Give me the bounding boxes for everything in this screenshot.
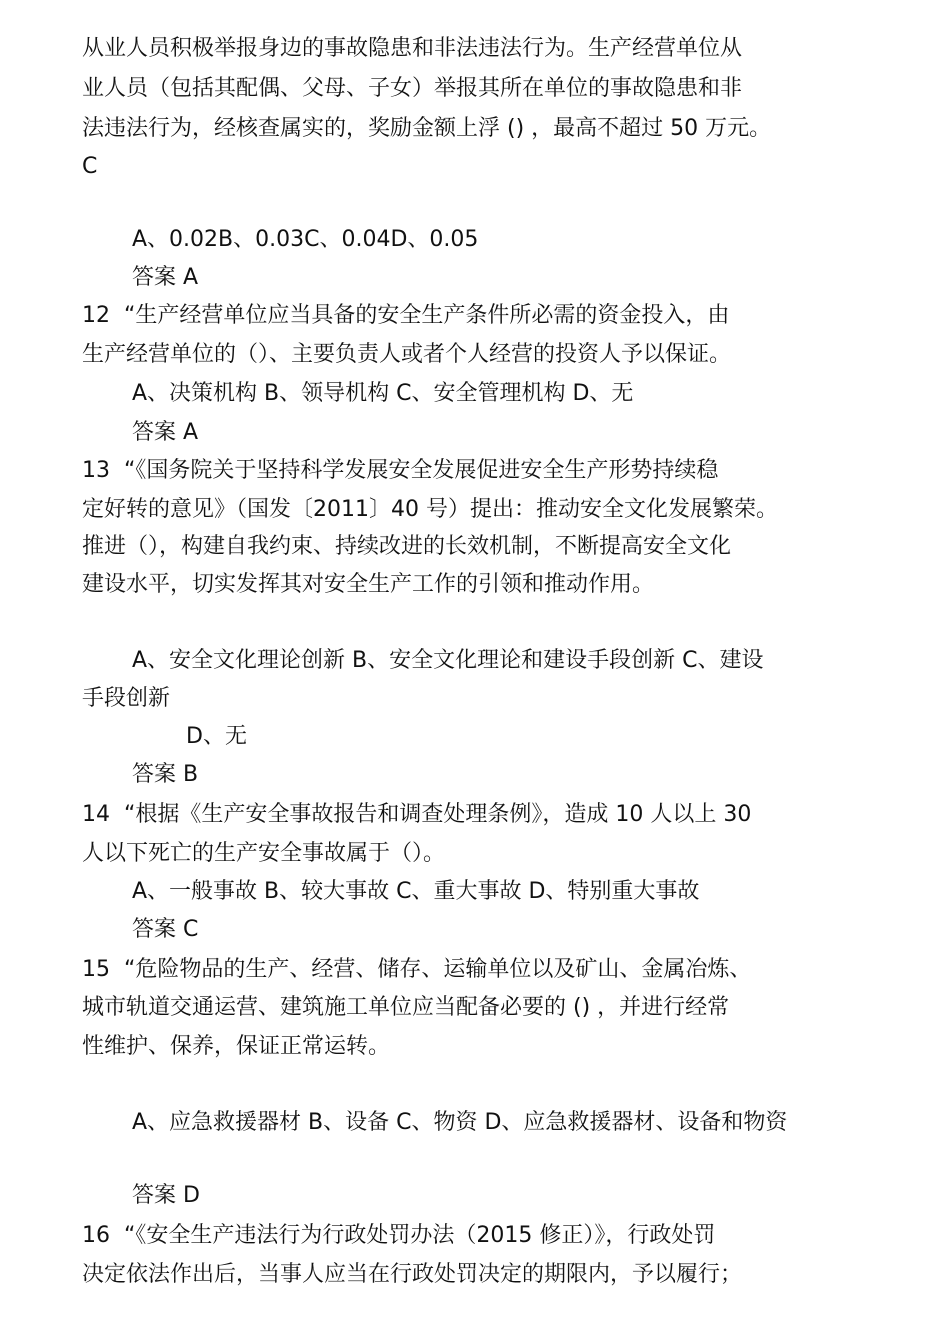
text-line: A、决策机构 B、领导机构 C、安全管理机构 D、无 (132, 381, 634, 406)
text-line: 生产经营单位的（）、主要负责人或者个人经营的投资人予以保证。 (82, 342, 732, 367)
text-line: 16 “《安全生产违法行为行政处罚办法（2015 修正）》，行政处罚 (82, 1223, 716, 1248)
text-line: 14 “根据《生产安全事故报告和调查处理条例》，造成 10 人以上 30 (82, 802, 752, 827)
text-line: 手段创新 (82, 686, 171, 711)
text-line: 业人员（包括其配偶、父母、子女）举报其所在单位的事故隐患和非 (82, 76, 743, 101)
text-line: 性维护、保养，保证正常运转。 (82, 1034, 391, 1059)
text-line: A、一般事故 B、较大事故 C、重大事故 D、特别重大事故 (132, 879, 700, 904)
text-line: 城市轨道交通运营、建筑施工单位应当配备必要的 () ，并进行经常 (82, 995, 730, 1020)
text-line: A、0.02B、0.03C、0.04D、0.05 (132, 227, 479, 252)
text-line: 答案 A (132, 265, 199, 290)
text-line: 从业人员积极举报身边的事故隐患和非法违法行为。生产经营单位从 (82, 36, 743, 61)
text-line: C (82, 154, 98, 179)
text-line: 决定依法作出后，当事人应当在行政处罚决定的期限内，予以履行； (82, 1262, 743, 1287)
text-line: 建设水平，切实发挥其对安全生产工作的引领和推动作用。 (82, 572, 655, 597)
text-line: 答案 A (132, 420, 199, 445)
text-line: 15 “危险物品的生产、经营、储存、运输单位以及矿山、金属冶炼、 (82, 957, 752, 982)
text-line: D、无 (186, 724, 247, 749)
text-line: 12 “生产经营单位应当具备的安全生产条件所必需的资金投入，由 (82, 303, 730, 328)
text-line: A、应急救援器材 B、设备 C、物资 D、应急救援器材、设备和物资 (132, 1110, 788, 1135)
text-line: A、安全文化理论创新 B、安全文化理论和建设手段创新 C、建设 (132, 648, 764, 673)
text-line: 推进（），构建自我约束、持续改进的长效机制，不断提高安全文化 (82, 534, 732, 559)
text-line: 定好转的意见》（国发〔2011〕40 号）提出：推动安全文化发展繁荣。 (82, 497, 778, 522)
text-line: 答案 B (132, 762, 199, 787)
text-line: 答案 C (132, 917, 199, 942)
text-line: 答案 D (132, 1183, 200, 1208)
text-line: 法违法行为，经核查属实的，奖励金额上浮 () ，最高不超过 50 万元。 (82, 116, 772, 141)
text-line: 人以下死亡的生产安全事故属于（）。 (82, 841, 446, 866)
text-line: 13 “《国务院关于坚持科学发展安全发展促进安全生产形势持续稳 (82, 458, 719, 483)
